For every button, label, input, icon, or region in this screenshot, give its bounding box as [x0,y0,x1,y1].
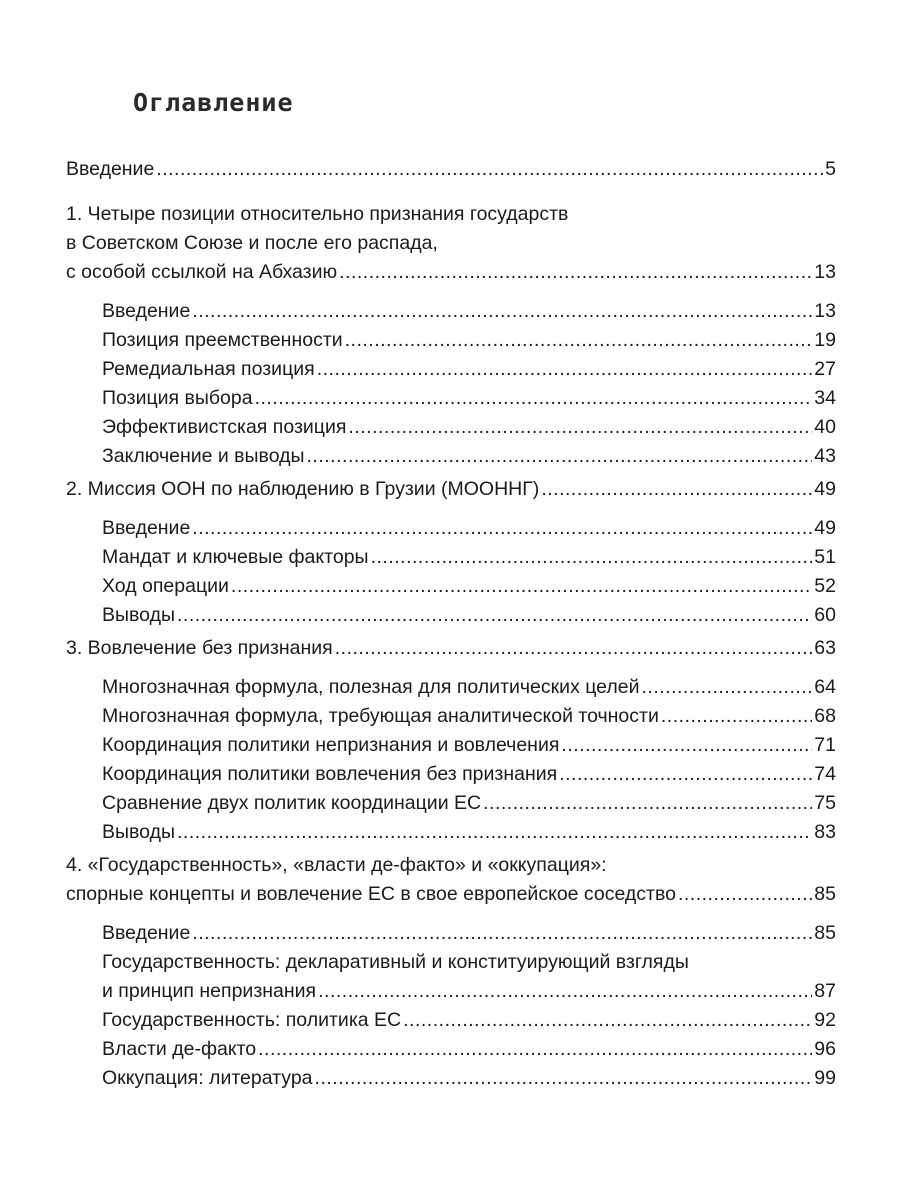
toc-subentry[interactable]: Власти де-факто ..... 96 [66,1035,836,1064]
dot-leader [318,977,812,1006]
entry-title: с особой ссылкой на Абхазию [66,261,338,283]
entry-title: 3. Вовлечение без признания [66,637,333,659]
dot-leader [403,1006,812,1035]
dot-leader [192,919,812,948]
dot-leader [348,413,812,442]
page-number: 49 [814,478,836,500]
dot-leader [483,789,812,818]
dot-leader [335,634,813,663]
toc-subentry[interactable]: Позиция преемственности ..... 19 [66,326,836,355]
toc-subentry[interactable]: и принцип непризнания ..... 87 [66,977,836,1006]
dot-leader [339,258,812,287]
dot-leader [192,514,812,543]
dot-leader [317,355,813,384]
toc-subentry[interactable]: Сравнение двух политик координации ЕС ..... 75 [66,789,836,818]
toc-entry-chapter-4[interactable] [66,880,836,909]
dot-leader [231,572,812,601]
toc-subentry-title-line-1: Государственность: декларативный и конституирующий взгляды [102,951,689,973]
toc-subentry[interactable]: Государственность: политика ЕС ..... 92 [66,1006,836,1035]
toc-subentry[interactable]: Выводы ..... 83 [66,818,836,847]
toc-subentry[interactable]: Ремедиальная позиция ..... 27 [66,355,836,384]
dot-leader [541,475,812,504]
toc-subentry[interactable]: Координация политики непризнания и вовлечения ..... 71 [66,731,836,760]
page-number: 85 [814,883,836,905]
toc-subentry[interactable]: Введение ..... 85 [66,919,836,948]
dot-leader [345,326,813,355]
toc-subentry[interactable]: Ход операции ..... 52 [66,572,836,601]
toc-subentry[interactable]: Мандат и ключевые факторы ..... 51 [66,543,836,572]
toc-subentry[interactable]: Выводы ..... 60 [66,601,836,630]
page-number: 63 [814,637,836,659]
dot-leader [192,297,812,326]
toc-entry-chapter-3[interactable] [66,634,836,663]
toc-subentry[interactable]: Оккупация: литература ..... 99 [66,1064,836,1093]
table-of-contents [66,155,836,1093]
toc-subentry[interactable]: Координация политики вовлечения без признания ..... 74 [66,760,836,789]
toc-subentry[interactable]: Многозначная формула, полезная для политических целей ..... 64 [66,673,836,702]
chapter-4-title-line-1: 4. «Государственность», «власти де-факто» и «оккупация»: [66,854,607,876]
dot-leader [678,880,812,909]
dot-leader [561,731,812,760]
chapter-1-title-line-2: в Советском Союзе и после его распада, [66,232,438,254]
toc-entry-chapter-1[interactable] [66,258,836,287]
toc-subentry[interactable]: Введение ..... 13 [66,297,836,326]
page-title: Оглавление [133,88,294,117]
toc-subentry[interactable]: Позиция выбора ..... 34 [66,384,836,413]
page-number: 13 [814,261,836,283]
dot-leader [177,601,812,630]
toc-subentry[interactable]: Введение ..... 49 [66,514,836,543]
toc-subentry[interactable]: Эффективистская позиция ..... 40 [66,413,836,442]
dot-leader [661,702,812,731]
dot-leader [559,760,812,789]
toc-subentry[interactable]: Многозначная формула, требующая аналитической точности ..... 68 [66,702,836,731]
dot-leader [255,384,813,413]
dot-leader [371,543,813,572]
dot-leader [642,673,813,702]
dot-leader [315,1064,813,1093]
dot-leader [307,442,813,471]
toc-subentry[interactable]: Заключение и выводы ..... 43 [66,442,836,471]
dot-leader [177,818,812,847]
toc-entry-introduction[interactable] [66,155,836,184]
entry-title: Введение [66,158,155,180]
entry-title: 2. Миссия ООН по наблюдению в Грузии (МООННГ) [66,478,540,500]
toc-entry-chapter-2[interactable] [66,475,836,504]
dot-leader [258,1035,812,1064]
entry-title: спорные концепты и вовлечение ЕС в свое европейское соседство [66,883,676,905]
page-number: 5 [825,158,836,180]
dot-leader [156,155,823,184]
chapter-1-title-line-1: 1. Четыре позиции относительно признания государств [66,203,569,225]
